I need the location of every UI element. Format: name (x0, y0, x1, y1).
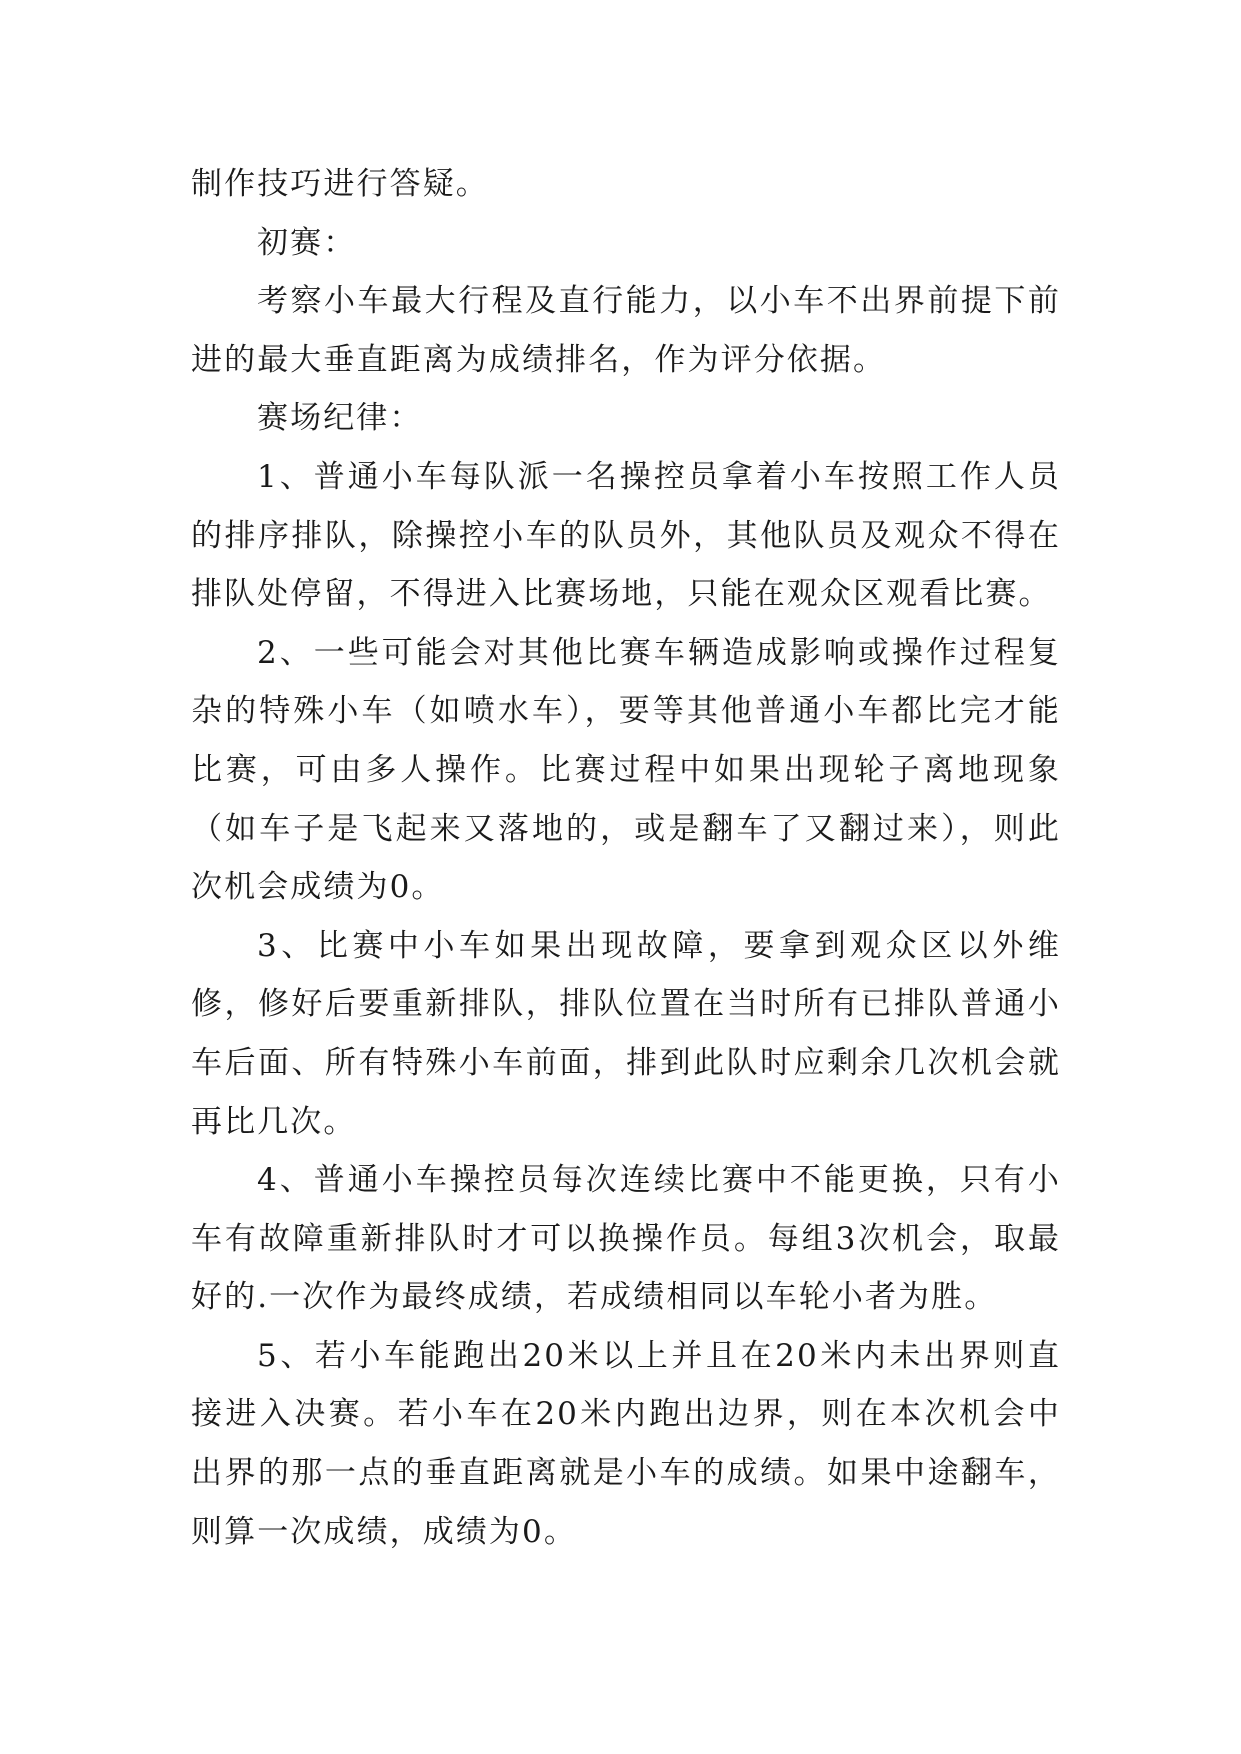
heading-preliminary-round: 初赛： (257, 224, 357, 261)
paragraph-continuation: 制作技巧进行答疑。 (191, 166, 489, 202)
rule-item-3: 3、比赛中小车如果出现故障，要拿到观众区以外维修，修好后要重新排队，排队位置在当时所有已排队普通小车后面、所有特殊小车前面，排到此队时应剩余几次机会就再比几次。 (191, 927, 1061, 1140)
document-body (191, 155, 1061, 1561)
rule-item-1: 1、普通小车每队派一名操控员拿着小车按照工作人员的排序排队，除操控小车的队员外，其他队员及观众不得在排队处停留，不得进入比赛场地，只能在观众区观看比赛。 (191, 458, 1061, 613)
rule-item-5: 5、若小车能跑出20米以上并且在20米内未出界则直接进入决赛。若小车在20米内跑出边界，则在本次机会中出界的那一点的垂直距离就是小车的成绩。如果中途翻车，则算一次成绩，成绩为0。 (191, 1337, 1061, 1550)
heading-venue-rules: 赛场纪律： (257, 400, 423, 437)
paragraph-preliminary-description: 考察小车最大行程及直行能力，以小车不出界前提下前进的最大垂直距离为成绩排名，作为评分依据。 (191, 283, 1061, 378)
rule-item-2: 2、一些可能会对其他比赛车辆造成影响或操作过程复杂的特殊小车（如喷水车），要等其他普通小车都比完才能比赛，可由多人操作。比赛过程中如果出现轮子离地现象（如车子是飞起来又落地的，或是翻车了又翻过来），则此次机会成绩为0。 (191, 634, 1061, 906)
rule-item-4: 4、普通小车操控员每次连续比赛中不能更换，只有小车有故障重新排队时才可以换操作员。每组3次机会，取最好的.一次作为最终成绩，若成绩相同以车轮小者为胜。 (191, 1162, 1061, 1316)
